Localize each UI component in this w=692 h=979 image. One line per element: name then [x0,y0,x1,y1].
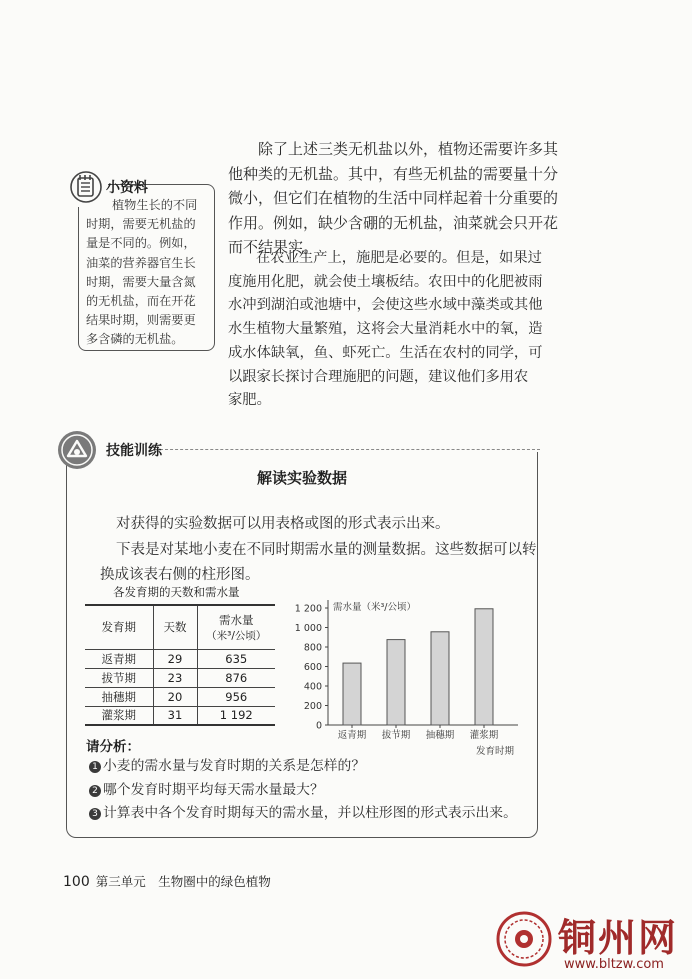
bar [475,609,493,725]
table-caption: 各发育期的天数和需水量 [113,585,240,599]
table-cell: 876 [197,668,275,687]
table-cell: 635 [197,649,275,668]
x-tick-label: 灌浆期 [469,730,499,741]
bar-chart [292,594,532,756]
y-tick-label: 1 200 [294,603,322,615]
sidebar-line: 时期，需要大量含氮 [86,274,196,289]
y-tick-label: 200 [303,701,322,712]
y-tick-label: 800 [303,642,322,654]
table-cell: 拔节期 [85,668,153,687]
table-cell: 956 [197,687,275,706]
table-cell: 抽穗期 [85,687,153,706]
x-tick-label: 拔节期 [381,730,411,741]
y-tick-label: 600 [303,662,322,673]
question-text: 哪个发育时期平均每天需水量最大？ [103,782,324,798]
table-row [85,668,275,687]
page-number: 100 [63,874,90,890]
sidebar-line: 油菜的营养器官生长 [86,255,196,270]
text-line: 以跟家长探讨合理施肥的问题，建议他们多用农 [228,368,529,385]
table-cell: 29 [153,649,197,668]
table-header: 发育期 [85,605,153,649]
text-line: 作用。例如，缺少含硼的无机盐，油菜就会只开花 [228,213,559,232]
sidebar-title: 小资料 [106,180,148,196]
table-cell: 灌浆期 [85,706,153,725]
skill-label: 技能训练 [106,443,162,459]
table-cell: 31 [153,706,197,725]
skill-icon [56,429,98,471]
table-cell: 23 [153,668,197,687]
text-line: 除了上述三类无机盐以外，植物还需要许多其 [258,140,559,158]
table-row [85,706,275,725]
bar [431,632,449,725]
paragraph-2 [228,247,548,413]
x-tick-label: 返青期 [337,730,367,741]
table-cell: 1 192 [197,706,275,725]
table-header-text: 需水量 [219,612,254,627]
section-divider [160,449,540,450]
table-header-unit: （米³/公顷） [206,629,267,642]
text-line: 他种类的无机盐。其中，有些无机盐的需要量十分 [228,164,559,183]
table-header-row [85,605,275,649]
table-row [85,687,275,706]
x-tick-label: 抽穗期 [425,730,455,741]
watermark-url: www.bltzw.com [564,957,664,972]
sidebar-line: 植物生长的不同 [112,198,198,212]
table-header [197,605,275,649]
text-line: 而不结果实。 [228,238,319,256]
y-axis-label: 需水量（米³/公顷） [333,602,417,613]
y-tick-label: 400 [303,681,322,693]
section-heading: 解读实验数据 [256,469,347,487]
table-row [85,649,275,668]
table-cell: 20 [153,687,197,706]
x-axis-label: 发育时期 [475,746,514,756]
table-header: 天数 [153,605,197,649]
sidebar-text [86,196,212,350]
question-text: 小麦的需水量与发育时期的关系是怎样的？ [103,758,366,774]
table-cell: 返青期 [85,649,153,668]
intro-line: 下表是对某地小麦在不同时期需水量的测量数据。这些数据可以转 [116,542,537,558]
question-2 [89,778,324,798]
text-line: 在农业生产上，施肥是必要的。但是，如果过 [256,250,542,266]
question-number: 1 [89,761,101,773]
watermark-name: 铜州网 [558,915,679,960]
intro-line: 对获得的实验数据可以用表格或图的形式表示出来。 [116,516,450,532]
intro-line: 换成该表右侧的柱形图。 [100,567,260,583]
text-line: 水冲到湖泊或池塘中，会使这些水域中藻类或其他 [228,297,543,314]
question-number: 3 [89,808,101,820]
bar [387,640,405,725]
sidebar-line: 多含磷的无机盐。 [86,332,184,347]
y-tick-label: 0 [315,720,322,732]
sidebar-line: 结果时期，则需要更 [86,313,196,328]
question-1 [89,754,365,774]
text-line: 成水体缺氧，鱼、虾死亡。生活在农村的同学，可 [228,344,543,361]
bar [343,663,361,725]
footer-text: 第三单元 生物圈中的绿色植物 [95,874,271,889]
page-footer [63,872,271,890]
question-text: 计算表中各个发育时期每天的需水量，并以柱形图的形式表示出来。 [103,805,517,821]
sidebar-line: 量是不同的。例如， [86,236,196,251]
y-tick-label: 1 000 [294,623,322,634]
question-number: 2 [89,785,101,797]
text-line: 度施用化肥，就会使土壤板结。农田中的化肥被雨 [228,273,543,290]
paragraph-1 [228,137,559,260]
text-line: 微小，但它们在植物的生活中同样起着十分重要的 [228,189,559,207]
question-3 [89,801,517,821]
sidebar-line: 时期，需要无机盐的 [86,217,196,232]
text-line: 家肥。 [228,392,271,409]
sidebar-line: 的无机盐，而在开花 [86,294,196,309]
data-table [85,604,275,726]
analyze-label: 请分析： [86,739,140,755]
text-line: 水生植物大量繁殖，这将会大量消耗水中的氧，造 [228,321,543,338]
